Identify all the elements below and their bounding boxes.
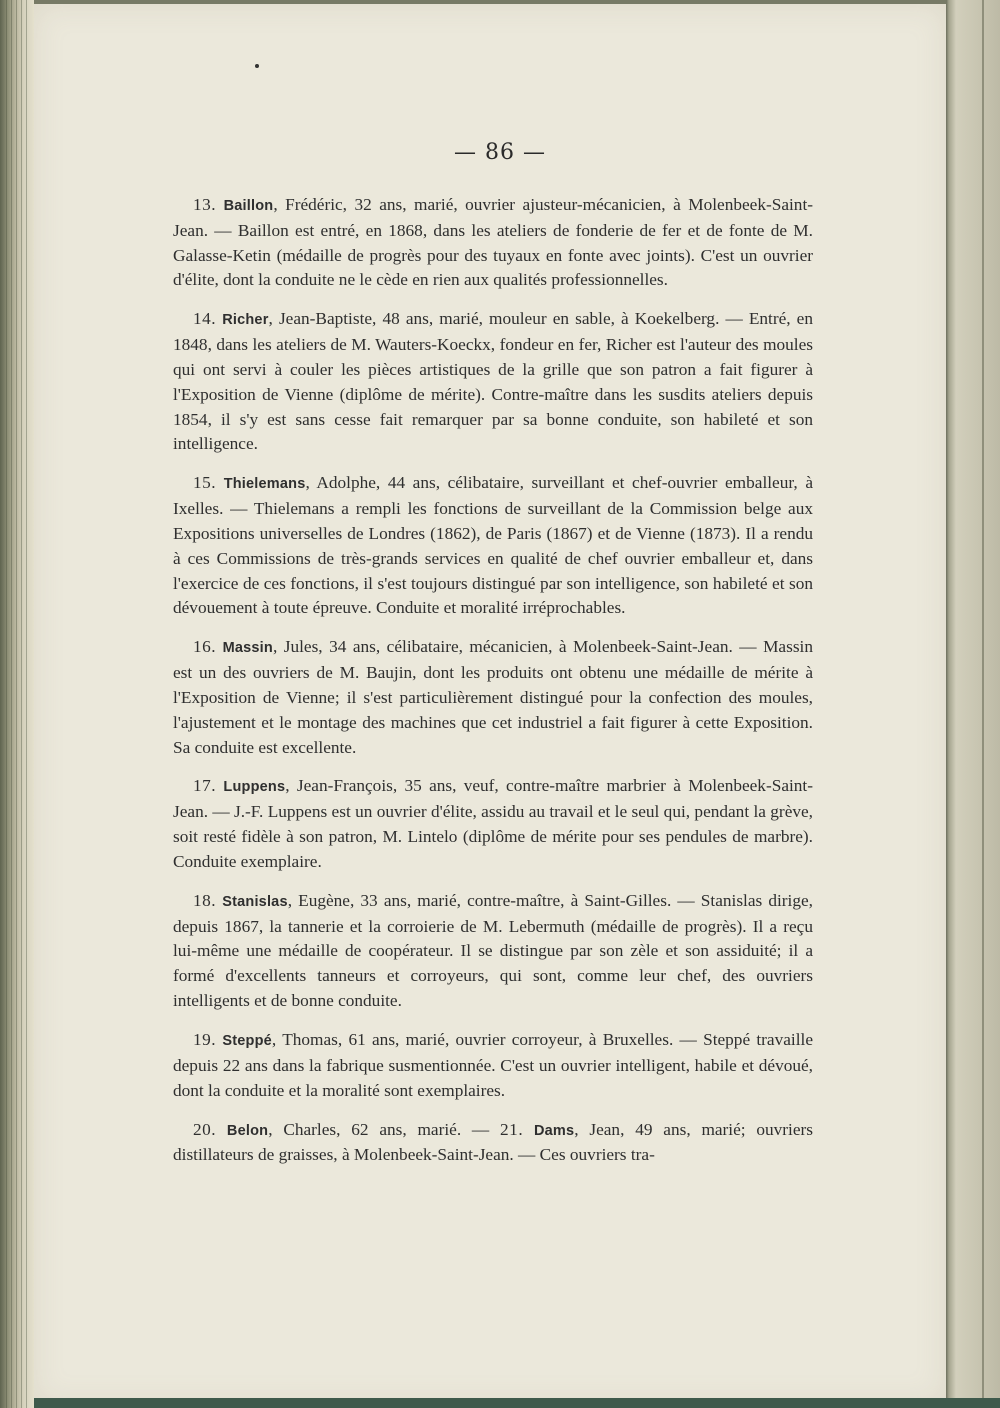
entry-number: 15. [193,473,217,493]
entry-text: , Thomas, 61 ans, marié, ouvrier corroyeur, à Bruxelles. — Steppé travaille depuis 22 ans dans la fabrique susmentionnée. C'est un ouvrier intelligent, habile et dévoué, dont la conduite et la moralité sont exemplaires. [173,1030,813,1100]
ink-speck [255,64,259,68]
entry-number: 13. [193,195,217,214]
entry-number: 17. [193,776,217,796]
entry-number: 18. [193,890,217,910]
entry-name-secondary: Dams [533,1122,575,1139]
entry-name: Stanislas [222,893,288,910]
entry-16 [173,635,813,760]
entry-name: Massin [222,640,273,657]
entry-text: , Jean-François, 35 ans, veuf, contre-maître marbrier à Molenbeek-Saint-Jean. — J.-F. Luppens est un ouvrier d'élite, assidu au travail et le seul qui, pendant la grève, soit resté fidèle à son patron, M. Lintelo (diplôme de mérite pour ses pendules de marbre). Conduite exemplaire. [173,776,813,871]
entry-name: Belon [226,1122,269,1139]
entry-name: Thielemans [223,476,306,493]
page-body [173,193,813,1182]
entry-14 [173,307,813,457]
book-spine [0,0,34,1408]
page-right-edge [946,0,1000,1408]
entry-number: 14. [193,309,217,329]
entry-number: 19. [193,1030,217,1050]
entry-name: Baillon [223,198,274,214]
entry-name: Steppé [222,1033,272,1050]
entry-name: Luppens [223,779,286,796]
cover-bottom-edge [34,1398,1000,1408]
entry-20-21 [173,1118,813,1169]
entry-number: 20. [193,1119,217,1139]
entry-17 [173,774,813,874]
spine-texture [6,0,28,1408]
entry-text: , Frédéric, 32 ans, marié, ouvrier ajusteur-mécanicien, à Molenbeek-Saint-Jean. — Baillon est entré, en 1868, dans les ateliers de fonderie de fer et de fonte de M. Galasse-Ketin (médaille de progrès pour des tuyaux en fonte avec joints). C'est un ouvrier d'élite, dont la conduite ne le cède en rien aux qualités professionnelles. [173,195,813,290]
entry-text-secondary: , Jean, 49 ans, marié; ouvriers distillateurs de graisses, à Molenbeek-Saint-Jean. — Ces ouvriers tra- [173,1119,814,1165]
entry-13 [173,193,813,293]
entry-name: Richer [222,312,269,329]
entry-18 [173,889,813,1014]
entry-text: , Adolphe, 44 ans, célibataire, surveillant et chef-ouvrier emballeur, à Ixelles. — Thielemans a rempli les fonctions de surveillant de la Commission belge aux Expositions universelles de Londres (1862), de Paris (1867) et de Vienne (1873). Il a rendu à ces Commissions de très-grands services en qualité de chef ouvrier emballeur et, dans l'exercice de ces fonctions, il s'est toujours distingué par son intelligence, son habileté et son dévouement à toute épreuve. Conduite et moralité irréprochables. [173,473,813,618]
entry-number-secondary: 21. [500,1119,524,1139]
entry-number: 16. [193,637,217,657]
entry-text: , Jean-Baptiste, 48 ans, marié, mouleur en sable, à Koekelberg. — Entré, en 1848, dans les ateliers de M. Wauters-Koeckx, fondeur en fer, Richer est l'auteur des moules qui ont servi à couler les pièces artistiques de la grille que son patron a fait figurer à l'Exposition de Vienne (diplôme de mérite). Contre-maître dans les susdits ateliers depuis 1854, il s'y est sans cesse fait remarquer par sa bonne conduite, son habileté et son intelligence. [173,309,813,454]
entry-text: , Charles, 62 ans, marié. — [268,1119,501,1139]
entry-text: , Jules, 34 ans, célibataire, mécanicien, à Molenbeek-Saint-Jean. — Massin est un des ouvriers de M. Baujin, dont les produits ont obtenu une médaille de mérite à l'Exposition de Vienne; il s'est particulièrement distingué pour la confection des moules, l'ajustement et le montage des machines que cet industriel a fait figurer à cette Exposition. Sa conduite est excellente. [173,637,813,757]
entry-19 [173,1028,813,1103]
page-number: — 86 — [454,140,546,165]
entry-text: , Eugène, 33 ans, marié, contre-maître, à Saint-Gilles. — Stanislas dirige, depuis 1867, la tannerie et la corroierie de M. Lebermuth (médaille de progrès). Il a reçu lui-même une médaille de coopérateur. Il se distingue par son zèle et son assiduité; il a formé d'excellents tanneurs et corroyeurs, qui sont, comme leur chef, des ouvriers intelligents et de bonne conduite. [173,890,813,1011]
entry-15 [173,471,813,621]
